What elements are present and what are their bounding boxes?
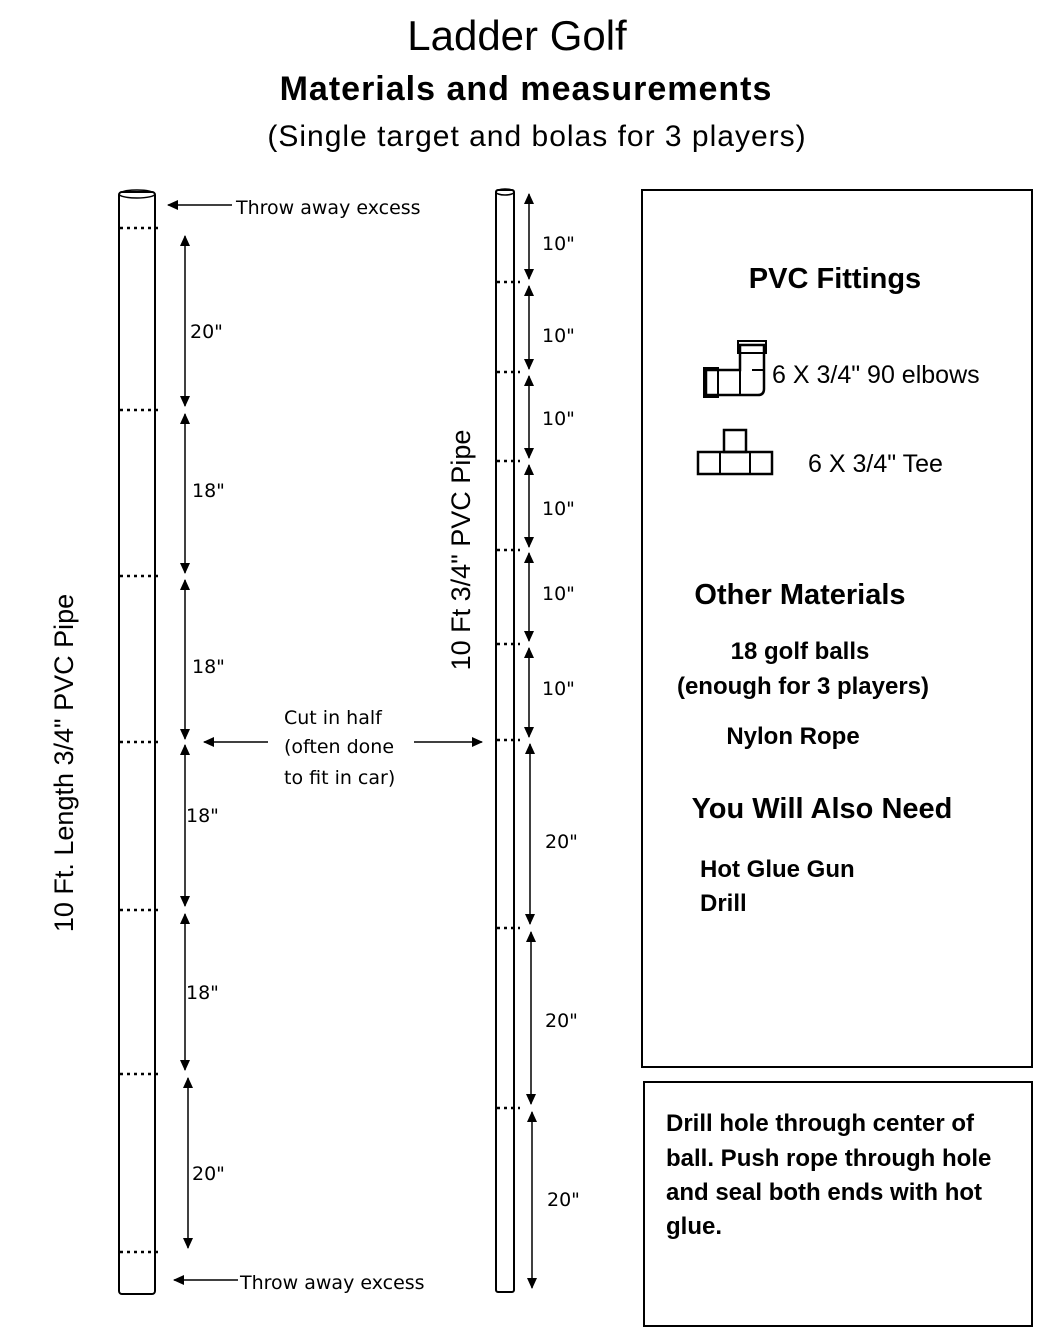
right-dimension-arrows [529, 194, 532, 1288]
right-segment-label: 10" [542, 678, 575, 700]
left-segment-label: 20" [192, 1163, 225, 1185]
cut-note-line: (often done [284, 736, 395, 758]
right-segment-label: 10" [542, 583, 575, 605]
golf-balls-note: (enough for 3 players) [676, 673, 930, 700]
right-segment-label: 10" [542, 498, 575, 520]
throw-away-bottom-note: Throw away excess [240, 1272, 425, 1294]
left-segment-label: 18" [192, 656, 225, 678]
cut-note-line: Cut in half [284, 707, 382, 729]
left-segment-label: 18" [186, 805, 219, 827]
tee-item: 6 X 3/4" Tee [808, 450, 943, 478]
elbows-item: 6 X 3/4" 90 elbows [772, 361, 980, 389]
right-segment-label: 20" [545, 1010, 578, 1032]
right-segment-label: 10" [542, 408, 575, 430]
left-segment-label: 18" [186, 982, 219, 1004]
subtitle: Materials and measurements [279, 70, 773, 108]
right-segment-label: 10" [542, 233, 575, 255]
right-segment-label: 10" [542, 325, 575, 347]
golf-balls-item: 18 golf balls [730, 638, 870, 665]
instructions-line: Drill hole through center of [666, 1110, 975, 1137]
right-segment-label: 20" [545, 831, 578, 853]
left-dimension-arrows [185, 236, 188, 1248]
other-materials-heading: Other Materials [694, 579, 906, 611]
cut-note-line: to fit in car) [284, 767, 396, 789]
materials-box [642, 190, 1032, 1067]
right-segment-label: 20" [547, 1189, 580, 1211]
also-need-heading: You Will Also Need [691, 793, 953, 825]
left-segment-label: 20" [190, 321, 223, 343]
pvc-elbow-icon [704, 341, 766, 397]
right-pipe-label: 10 Ft 3/4" PVC Pipe [446, 429, 476, 671]
right-cut-marks [497, 282, 520, 1108]
nylon-rope-item: Nylon Rope [726, 723, 860, 750]
title: Ladder Golf [407, 12, 627, 59]
instructions-line: ball. Push rope through hole [666, 1145, 992, 1172]
subtitle-scope: (Single target and bolas for 3 players) [267, 120, 807, 153]
instructions-line: glue. [666, 1213, 723, 1240]
left-pipe-label: 10 Ft. Length 3/4" PVC Pipe [49, 593, 79, 933]
pvc-fittings-heading: PVC Fittings [748, 263, 922, 295]
left-segment-label: 18" [192, 480, 225, 502]
throw-away-top-note: Throw away excess [236, 197, 421, 219]
tool-item: Drill [700, 890, 747, 917]
tool-item: Hot Glue Gun [700, 856, 855, 883]
instructions-line: and seal both ends with hot [666, 1179, 983, 1206]
pvc-tee-icon [698, 430, 772, 474]
